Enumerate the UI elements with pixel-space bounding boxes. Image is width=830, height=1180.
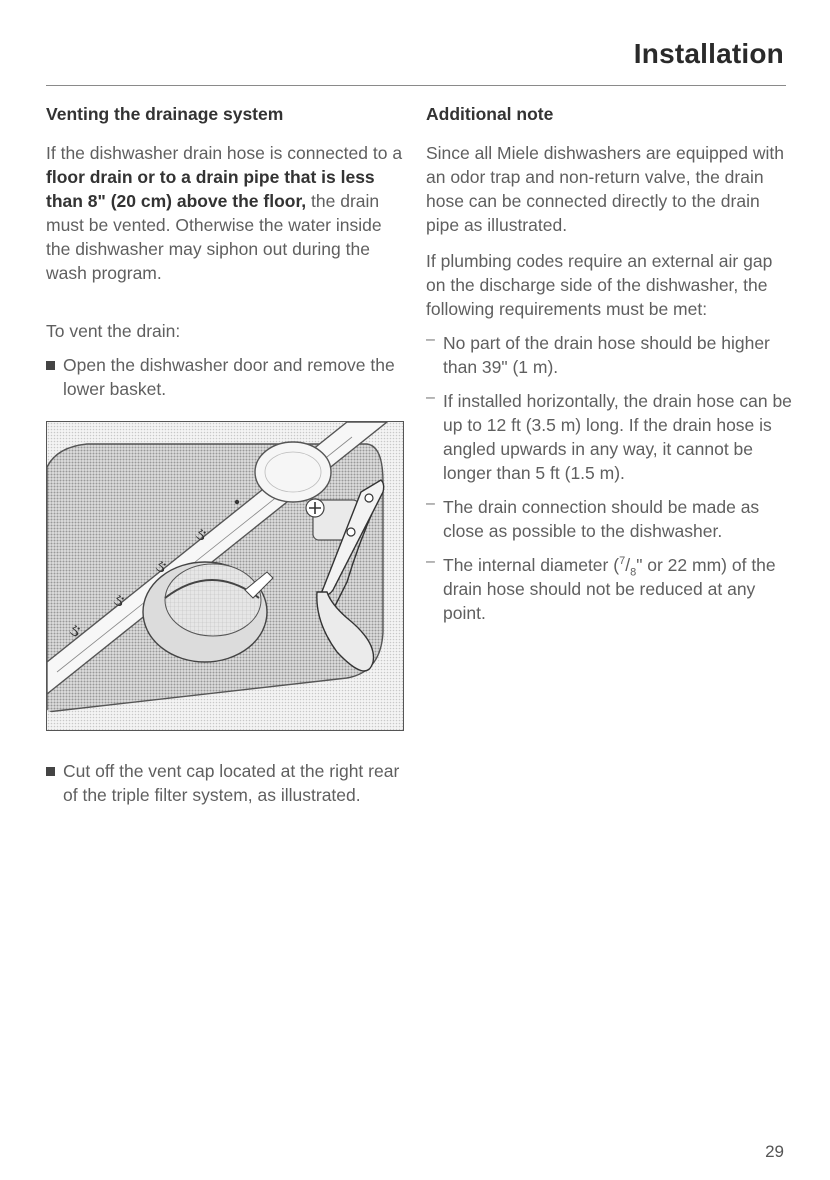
right-column xyxy=(426,104,796,625)
venting-intro xyxy=(46,141,406,285)
dash-marker: – xyxy=(426,331,435,348)
step-2 xyxy=(46,759,406,807)
venting-heading: Venting the drainage system xyxy=(46,104,284,124)
filter-illustration xyxy=(46,421,404,731)
requirement-4 xyxy=(426,553,796,625)
step-2-text: Cut off the vent cap located at the right rear of the triple filter system, as illustrated. xyxy=(63,761,400,805)
svg-text:ઙ: ઙ xyxy=(69,620,81,641)
fraction-slash: / xyxy=(625,555,631,575)
venting-intro-text-2: the drain must be vented. Otherwise the water inside the dishwasher may siphon out during the wash program. xyxy=(46,191,382,283)
requirement-3 xyxy=(426,495,796,543)
dash-marker: – xyxy=(426,553,435,570)
dash-marker: – xyxy=(426,389,435,406)
requirement-4-text-a: The internal diameter ( xyxy=(443,555,620,575)
svg-text:ઙ: ઙ xyxy=(113,590,125,611)
requirement-2 xyxy=(426,389,796,485)
fraction-numerator: 7 xyxy=(619,555,626,568)
page-title: Installation xyxy=(633,38,784,69)
svg-text:ઙ: ઙ xyxy=(195,524,207,545)
dash-marker: – xyxy=(426,495,435,512)
requirement-1 xyxy=(426,331,796,379)
page-number: 29 xyxy=(765,1142,784,1161)
note-paragraph-1: Since all Miele dishwashers are equipped with an odor trap and non-return valve, the drain hose can be connected directly to the drain pipe as illustrated. xyxy=(426,143,784,235)
bullet-square-icon xyxy=(46,361,55,370)
step-1 xyxy=(46,353,406,401)
requirement-1-text: No part of the drain hose should be higher than 39" (1 m). xyxy=(443,333,770,377)
fraction-denominator: 8 xyxy=(630,566,637,579)
requirement-3-text: The drain connection should be made as close as possible to the dishwasher. xyxy=(443,497,760,541)
requirement-4-text-b: " or 22 mm) of the drain hose should not be reduced at any point. xyxy=(443,555,776,623)
requirement-4-text xyxy=(443,553,796,625)
left-column xyxy=(46,104,406,807)
to-vent-text: To vent the drain: xyxy=(46,321,181,341)
requirement-2-text: If installed horizontally, the drain hose can be up to 12 ft (3.5 m) long. If the drain hose is angled upwards in any way, it cannot be longer than 5 ft (1.5 m). xyxy=(443,391,792,483)
bullet-square-icon xyxy=(46,767,55,776)
step-1-text: Open the dishwasher door and remove the lower basket. xyxy=(63,355,395,399)
filter-illustration-drawing xyxy=(47,422,403,730)
additional-note-heading: Additional note xyxy=(426,104,554,124)
note-paragraph-2: If plumbing codes require an external air gap on the discharge side of the dishwasher, the following requirements must be met: xyxy=(426,251,773,319)
venting-intro-bold: floor drain or to a drain pipe that is less than 8" (20 cm) above the floor, xyxy=(46,167,375,211)
venting-intro-text-1: If the dishwasher drain hose is connected to a xyxy=(46,143,403,163)
header-rule xyxy=(46,85,786,86)
svg-text:ઙ: ઙ xyxy=(155,556,167,577)
